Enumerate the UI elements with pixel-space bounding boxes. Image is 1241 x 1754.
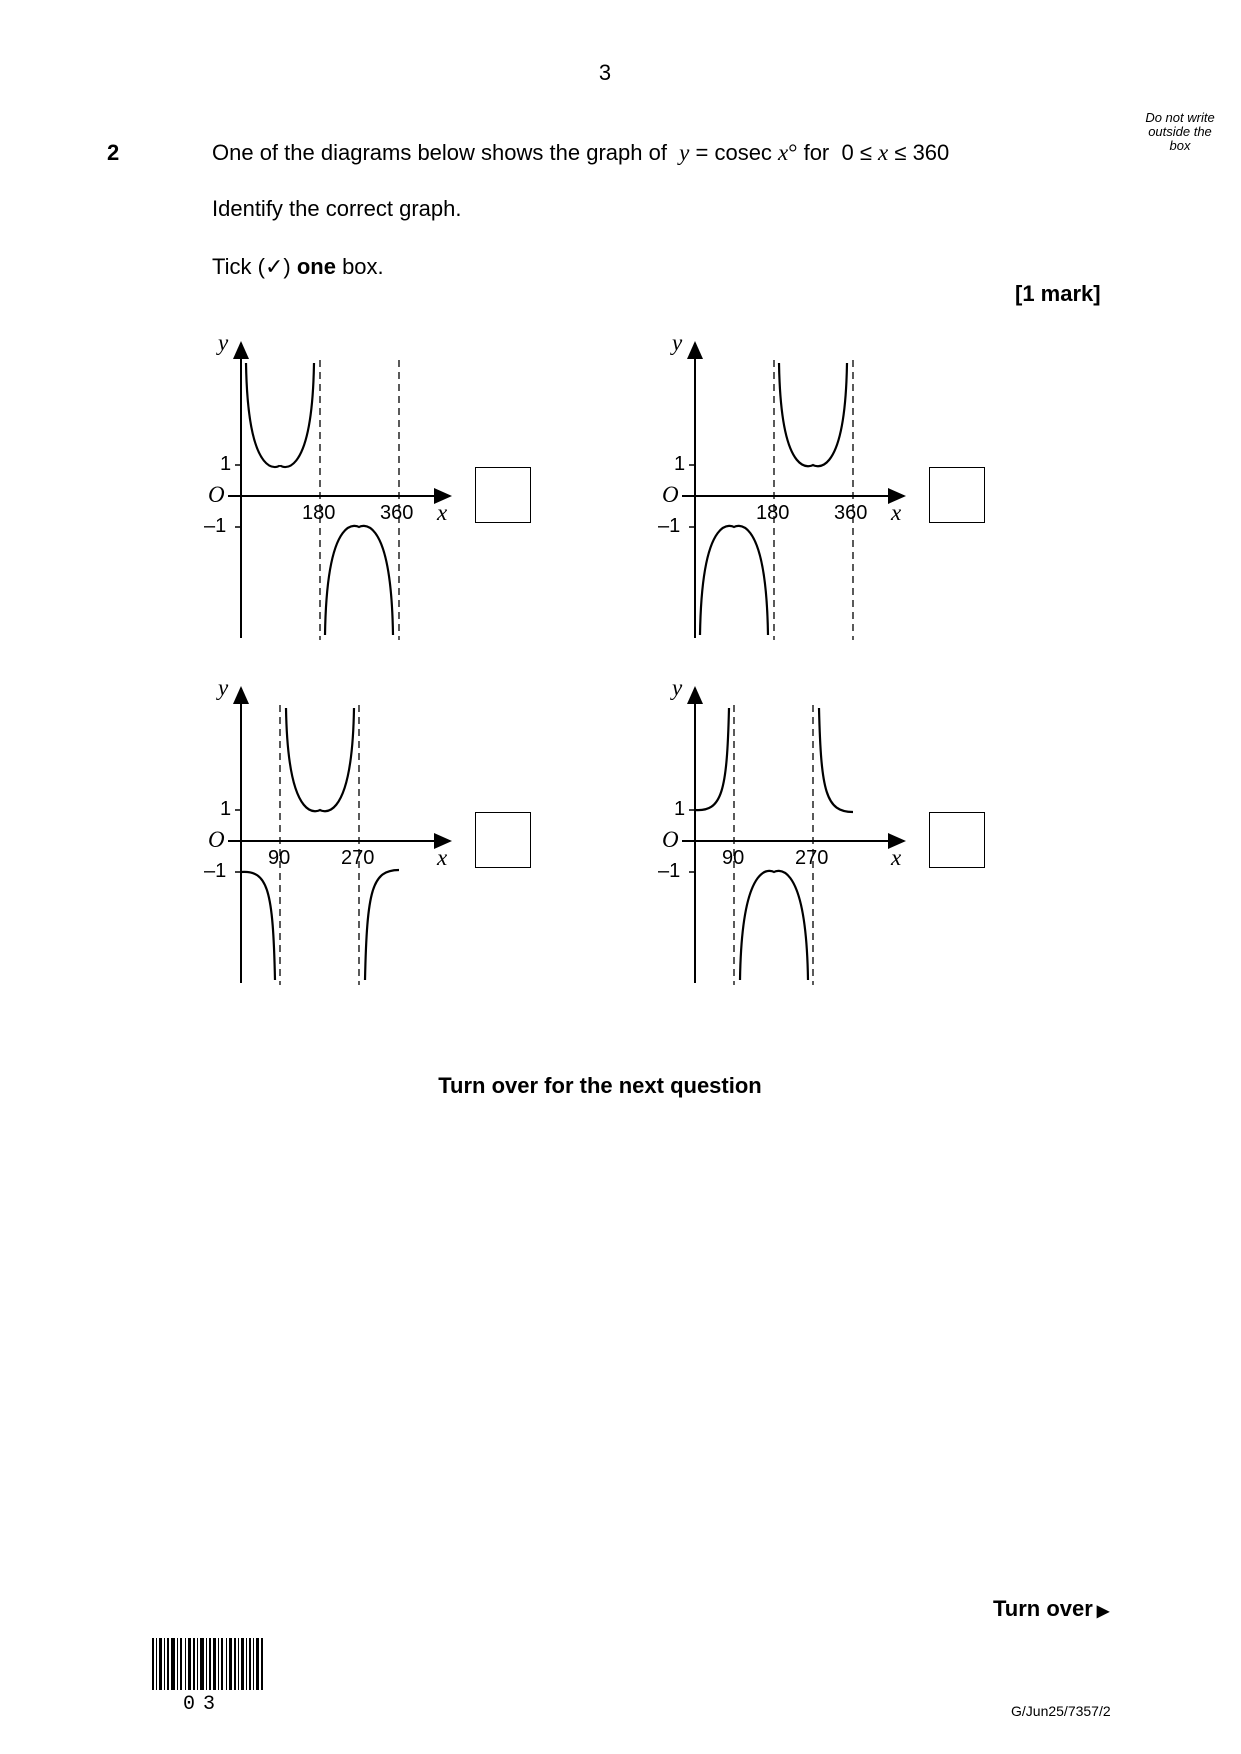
curve-branch-right xyxy=(819,708,853,812)
x-tick-180-label: 180 xyxy=(756,502,790,524)
instruction-tick xyxy=(212,254,384,280)
graph-b-plot xyxy=(654,335,914,645)
y-tick-1-label: 1 xyxy=(220,798,232,820)
barcode xyxy=(152,1638,267,1699)
equation-x: x xyxy=(778,140,789,165)
curve-branch-positive xyxy=(779,363,847,466)
equation-degree: ° xyxy=(788,140,798,165)
paper-code: G/Jun25/7357/2 xyxy=(1011,1703,1111,1719)
graph-c-plot xyxy=(200,680,460,990)
turn-over-text: Turn over xyxy=(993,1596,1093,1621)
origin-label: O xyxy=(662,827,679,852)
instruction-tick-bold: one xyxy=(296,254,336,279)
graph-a-plot xyxy=(200,335,460,645)
origin-label: O xyxy=(208,827,225,852)
curve-branch-negative xyxy=(325,526,393,635)
x-axis-label: x xyxy=(891,500,902,525)
range-x: x xyxy=(878,140,889,165)
curve-branch-left xyxy=(695,708,729,810)
x-tick-360-label: 360 xyxy=(380,502,414,524)
y-tick-neg-1-label: –1 xyxy=(658,515,681,537)
x-tick-270-label: 270 xyxy=(341,847,375,869)
curve-branch-positive xyxy=(246,363,314,467)
y-tick-neg-1-label: –1 xyxy=(658,860,681,882)
y-axis-label: y xyxy=(672,675,683,700)
x-axis-label: x xyxy=(437,500,448,525)
y-axis-label: y xyxy=(218,330,229,355)
graph-b xyxy=(654,330,904,635)
graph-a xyxy=(200,330,450,635)
y-tick-neg-1-label: –1 xyxy=(204,860,227,882)
y-tick-1-label: 1 xyxy=(674,453,686,475)
origin-label: O xyxy=(662,482,679,507)
question-stem: One of the diagrams below shows the graph of xyxy=(212,140,667,165)
instruction-tick-post: box. xyxy=(335,254,384,279)
equation-equals: = cosec xyxy=(689,140,779,165)
y-tick-1-label: 1 xyxy=(674,798,686,820)
tick-box-graph-c[interactable] xyxy=(475,812,531,868)
y-axis-label: y xyxy=(672,330,683,355)
x-tick-180-label: 180 xyxy=(302,502,336,524)
question-text xyxy=(212,140,949,166)
range-start: 0 ≤ xyxy=(841,140,879,165)
play-arrow-icon: ▶ xyxy=(1096,1603,1110,1620)
x-tick-360-label: 360 xyxy=(834,502,868,524)
tick-box-graph-a[interactable] xyxy=(475,467,531,523)
barcode-bars xyxy=(152,1638,267,1694)
margin-note-line: outside the xyxy=(1148,124,1212,139)
graph-c xyxy=(200,675,450,980)
x-tick-90-label: 90 xyxy=(722,847,745,869)
instruction-tick-pre: Tick (✓) xyxy=(212,254,297,279)
y-axis-label: y xyxy=(218,675,229,700)
margin-note-line: Do not write xyxy=(1145,110,1215,125)
margin-note-line: box xyxy=(1169,138,1191,153)
range-end: ≤ 360 xyxy=(888,140,950,165)
turn-over-label xyxy=(993,1596,1109,1622)
equation-for: for xyxy=(797,140,836,165)
question-number: 2 xyxy=(107,140,120,165)
turn-over-next-question: Turn over for the next question xyxy=(438,1073,762,1098)
graph-d-plot xyxy=(654,680,914,990)
margin-note xyxy=(1125,111,1235,153)
x-tick-90-label: 90 xyxy=(268,847,291,869)
equation-y: y xyxy=(679,140,690,165)
marks-label: [1 mark] xyxy=(1015,281,1101,306)
curve-branch-negative xyxy=(700,526,768,635)
y-tick-neg-1-label: –1 xyxy=(204,515,227,537)
origin-label: O xyxy=(208,482,225,507)
page-number: 3 xyxy=(598,60,612,85)
curve-branch-positive xyxy=(286,708,354,811)
x-tick-270-label: 270 xyxy=(795,847,829,869)
curve-branch-left xyxy=(241,872,275,980)
x-axis-label: x xyxy=(891,845,902,870)
instruction-identify: Identify the correct graph. xyxy=(212,196,462,221)
curve-branch-right xyxy=(365,870,399,980)
x-axis-label: x xyxy=(437,845,448,870)
tick-box-graph-b[interactable] xyxy=(929,467,985,523)
y-tick-1-label: 1 xyxy=(220,453,232,475)
graph-d xyxy=(654,675,904,980)
barcode-digits: 03 xyxy=(183,1693,224,1716)
tick-box-graph-d[interactable] xyxy=(929,812,985,868)
curve-branch-negative xyxy=(740,871,808,980)
